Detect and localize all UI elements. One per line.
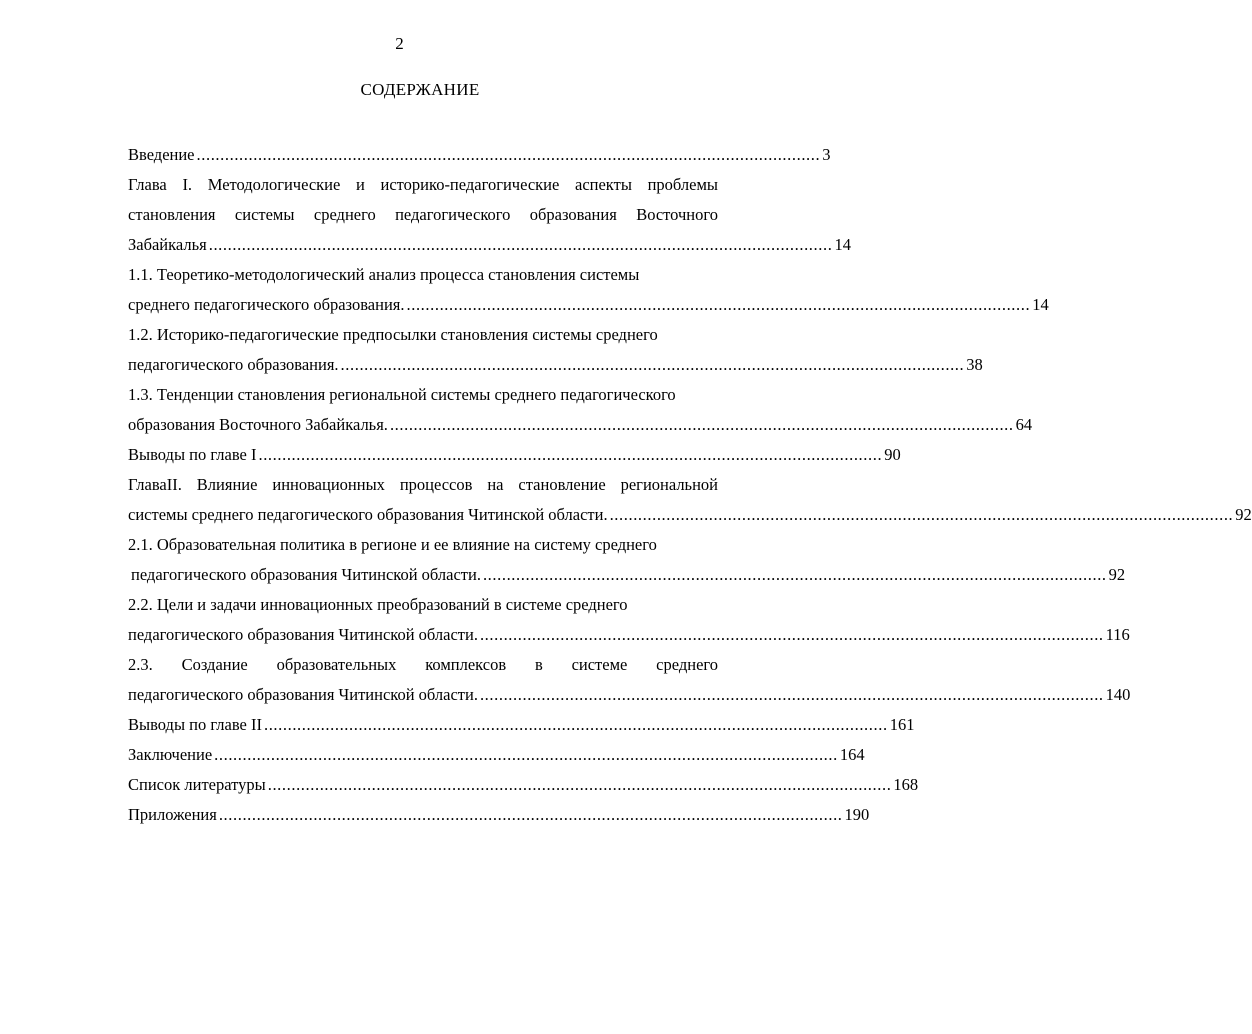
toc-entry-2-1-line2: [128, 560, 1126, 590]
toc-entry-page: 168: [893, 775, 919, 794]
toc-entry-text: среднего педагогического образования.: [128, 295, 405, 314]
toc-entry-conclusion: [128, 740, 865, 770]
toc-entry-page: 116: [1105, 625, 1130, 644]
toc-entry-text: Заключение: [128, 745, 213, 764]
toc-entry-text: педагогического образования.: [128, 355, 339, 374]
toc-entry-intro: [128, 140, 831, 170]
toc-entry-1-2-line2: [128, 350, 983, 380]
toc-entry-text: педагогического образования Читинской области.: [131, 565, 481, 584]
toc-entry-page: 14: [834, 235, 851, 254]
dot-leader: ....................................................................................................................................: [482, 565, 1107, 584]
toc-entry-page: 164: [839, 745, 865, 764]
toc-entry-1-1-line2: [128, 290, 1049, 320]
toc-entry-page: 38: [966, 355, 983, 374]
page-number: 2: [395, 34, 404, 53]
dot-leader: ....................................................................................................................................: [267, 775, 892, 794]
toc-entry-page: 90: [884, 445, 901, 464]
toc-entry-conclusions-chapter1: [128, 440, 901, 470]
toc-entry-1-3-line2: [128, 410, 1033, 440]
toc-entry-text: Список литературы: [128, 775, 266, 794]
toc-entry-1-3-line1: 1.3. Тенденции становления региональной системы среднего педагогического: [128, 385, 676, 404]
toc-entry-chapter1-line1: Глава I. Методологические и историко-педагогические аспекты проблемы: [128, 175, 718, 194]
dot-leader: ....................................................................................................................................: [214, 745, 838, 764]
toc-entry-chapter2-line2: [128, 500, 1252, 530]
dot-leader: ....................................................................................................................................: [196, 145, 821, 164]
dot-leader: ....................................................................................................................................: [340, 355, 965, 374]
toc-entry-page: 3: [822, 145, 831, 164]
toc-entry-text: Введение: [128, 145, 195, 164]
toc-entry-bibliography: [128, 770, 919, 800]
toc-entry-2-2-line1: 2.2. Цели и задачи инновационных преобразований в системе среднего: [128, 595, 628, 614]
toc-entry-appendix: [128, 800, 870, 830]
toc-entry-2-1-line1: 2.1. Образовательная политика в регионе и ее влияние на систему среднего: [128, 535, 657, 554]
dot-leader: ....................................................................................................................................: [406, 295, 1031, 314]
toc-entry-text: системы среднего педагогического образования Читинской области.: [128, 505, 608, 524]
toc-entry-chapter2-line1: ГлаваII. Влияние инновационных процессов на становление региональной: [128, 475, 718, 494]
toc-entry-2-2-line2: [128, 620, 1130, 650]
toc-entry-1-1-line1: 1.1. Теоретико-методологический анализ процесса становления системы: [128, 265, 640, 284]
dot-leader: ....................................................................................................................................: [263, 715, 888, 734]
toc-entry-page: 14: [1032, 295, 1049, 314]
toc-entry-page: 161: [889, 715, 915, 734]
toc-entry-text: педагогического образования Читинской области.: [128, 625, 478, 644]
dot-leader: ....................................................................................................................................: [479, 625, 1104, 644]
toc-entry-text: образования Восточного Забайкалья.: [128, 415, 388, 434]
toc-entry-text: Приложения: [128, 805, 217, 824]
dot-leader: ....................................................................................................................................: [609, 505, 1234, 524]
toc-entry-page: 92: [1108, 565, 1126, 584]
toc-entry-text: Выводы по главе II: [128, 715, 262, 734]
toc-entry-chapter1-line2: становления системы среднего педагогического образования Восточного: [128, 205, 718, 224]
dot-leader: ....................................................................................................................................: [218, 805, 843, 824]
dot-leader: ....................................................................................................................................: [208, 235, 833, 254]
dot-leader: ....................................................................................................................................: [389, 415, 1014, 434]
dot-leader: ....................................................................................................................................: [258, 445, 883, 464]
toc-entry-text: педагогического образования Читинской области.: [128, 685, 478, 704]
page-title: СОДЕРЖАНИЕ: [360, 80, 480, 99]
toc-entry-page: 190: [844, 805, 870, 824]
toc-entry-2-3-line2: [128, 680, 1131, 710]
toc-entry-text: Выводы по главе I: [128, 445, 257, 464]
table-of-contents: [128, 140, 1252, 830]
toc-entry-conclusions-chapter2: [128, 710, 915, 740]
toc-entry-1-2-line1: 1.2. Историко-педагогические предпосылки становления системы среднего: [128, 325, 658, 344]
toc-entry-2-3-line1: 2.3. Создание образовательных комплексов в системе среднего: [128, 655, 718, 674]
toc-entry-text: Забайкалья: [128, 235, 207, 254]
toc-entry-chapter1-line3: [128, 230, 851, 260]
toc-entry-page: 140: [1105, 685, 1131, 704]
toc-entry-page: 92: [1235, 505, 1252, 524]
toc-entry-page: 64: [1015, 415, 1033, 434]
dot-leader: ....................................................................................................................................: [479, 685, 1104, 704]
